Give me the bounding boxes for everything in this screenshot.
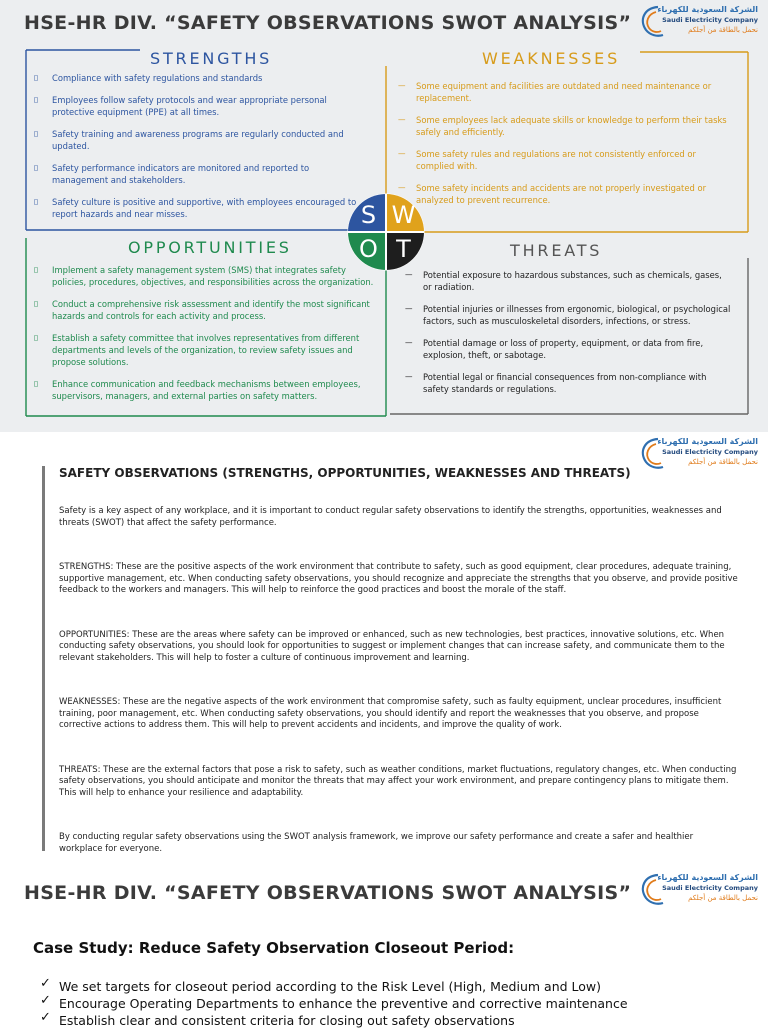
logo-tagline: نحمل بالطاقة من أجلكم [688,894,758,902]
case-study-title: Case Study: Reduce Safety Observation Closeout Period: [33,939,515,957]
list-item: ✓ Establish clear and consistent criteria for closing out safety observations [40,1010,515,1028]
strengths-heading: STRENGTHS [150,49,273,68]
dash-icon: — [398,149,406,158]
list-item: — Some safety incidents and accidents are not properly investigated or analyzed to prevent recurrence. [398,183,707,205]
logo-english-name: Saudi Electricity Company [662,16,758,24]
list-item: ▯ Establish a safety committee that involves representatives from different departments and levels of the organization, to review safety issues and propose solutions. [34,333,360,367]
slide-title: HSE-HR DIV. “SAFETY OBSERVATIONS SWOT ANALYSIS” [24,882,632,904]
paragraph: OPPORTUNITIES: These are the areas where safety can be improved or enhanced, such as new technologies, best practices, innovative solutions, etc. When conducting safety observations, you should look for opportunities to suggest or implement changes that can increase safety, and communicate them to the relevant stakeholders. This will help to foster a culture of continuous improvement and learning. [59,629,725,663]
list-item: — Potential injuries or illnesses from ergonomic, biological, or psychological factors, such as musculoskeletal disorders, infections, or stress. [405,304,731,326]
dash-icon: — [405,304,413,313]
bullet-icon: ▯ [34,379,39,388]
dash-icon: — [398,115,406,124]
safety-observations-slide [0,432,768,864]
paragraph: THREATS: These are the external factors that pose a risk to safety, such as weather conditions, market fluctuations, regulatory changes, etc. When conducting safety observations, you should anticipate and monitor the threats that may affect your work environment, and prepare contingency plans to mitigate them. This will help to enhance your resilience and adaptability. [59,764,737,798]
bullet-icon: ▯ [34,265,39,274]
bullet-icon: ▯ [34,197,39,206]
bullet-icon: ▯ [34,129,39,138]
logo-arabic-name: الشركة السعودية للكهرباء [657,437,758,446]
list-item: ✓ We set targets for closeout period according to the Risk Level (High, Medium and Low) [40,976,602,994]
section-title: SAFETY OBSERVATIONS (STRENGTHS, OPPORTUNITIES, WEAKNESSES AND THREATS) [59,466,631,480]
list-item: — Some employees lack adequate skills or knowledge to perform their tasks safely and efficiently. [398,115,727,137]
accent-bar [42,466,45,851]
threats-list [405,269,733,405]
checkmark-icon: ✓ [40,1010,51,1025]
list-item: ▯ Safety training and awareness programs are regularly conducted and updated. [34,129,344,151]
swot-letter-s: S [360,201,377,229]
list-item: — Potential legal or financial consequences from non-compliance with safety standards or regulations. [405,372,707,394]
swot-letter-w: W [391,201,416,229]
dash-icon: — [405,270,413,279]
paragraph: STRENGTHS: These are the positive aspects of the work environment that contribute to safety, such as good equipment, clear procedures, adequate training, supportive management, etc. When conducting safety observations, you should recognize and appreciate the strengths that you observe, and provide positive feedback to the workers and managers. This will help to reinforce the good practices and boost the morale of the staff. [59,562,738,595]
paragraph: Safety is a key aspect of any workplace, and it is important to conduct regular safety observations to identify the strengths, opportunities, weaknesses and threats (SWOT) that affect the safety performance. [59,506,722,528]
opportunities-heading: OPPORTUNITIES [128,238,292,257]
paragraph: WEAKNESSES: These are the negative aspects of the work environment that compromise safety, such as faulty equipment, unclear procedures, insufficient training, poor management, etc. When conducting safety observations, you should identify and report the weaknesses that you observe, and propose corrective actions to address them. This will help to prevent accidents and incidents, and improve the quality of work. [59,697,722,730]
dash-icon: — [398,81,406,90]
dash-icon: — [405,338,413,347]
list-item: ✓ Encourage Operating Departments to enhance the preventive and corrective maintenance [40,993,628,1011]
logo-arabic-name: الشركة السعودية للكهرباء [657,873,758,882]
swot-letter-o: O [359,235,378,263]
dash-icon: — [398,183,406,192]
logo-arabic-name: الشركة السعودية للكهرباء [657,5,758,14]
bullet-icon: ▯ [34,163,39,172]
bullet-icon: ▯ [34,333,39,342]
swot-circle [347,193,425,271]
list-item: ▯ Safety performance indicators are monitored and reported to management and stakeholders. [34,163,310,185]
logo-tagline: نحمل بالطاقة من أجلكم [688,26,758,34]
bullet-icon: ▯ [34,95,39,104]
sec-logo [636,436,758,476]
dash-icon: — [405,372,413,381]
logo-tagline: نحمل بالطاقة من أجلكم [688,458,758,466]
sec-logo [636,872,758,912]
weaknesses-list [398,80,733,216]
checkmark-icon: ✓ [40,976,51,991]
list-item: ▯ Safety culture is positive and supportive, with employees encouraged to report hazards and near misses. [34,197,357,219]
weaknesses-heading: WEAKNESSES [482,49,621,68]
list-item: — Some equipment and facilities are outdated and need maintenance or replacement. [398,81,712,103]
body-text [59,506,739,888]
checkmark-icon: ✓ [40,993,51,1008]
case-study-checklist [40,978,740,1029]
case-study-slide [0,864,768,1028]
list-item: ▯ Enhance communication and feedback mechanisms between employees, supervisors, managers, and external parties on safety matters. [34,379,361,401]
list-item: ▯ Conduct a comprehensive risk assessment and identify the most significant hazards and controls for each activity and process. [34,299,370,321]
paragraph: By conducting regular safety observations using the SWOT analysis framework, we improve our safety performance and create a safer and healthier workplace for everyone. [59,832,694,854]
list-item: — Potential damage or loss of property, equipment, or data from fire, explosion, theft, or sabotage. [405,338,704,360]
list-item: ▯ Compliance with safety regulations and standards [34,73,263,83]
list-item: ▯ Employees follow safety protocols and wear appropriate personal protective equipment (PPE) at all times. [34,95,327,117]
logo-english-name: Saudi Electricity Company [662,884,758,892]
slide-title: HSE-HR DIV. “SAFETY OBSERVATIONS SWOT ANALYSIS” [24,12,632,34]
list-item: ▯ Implement a safety management system (SMS) that integrates safety policies, procedures, objectives, and responsibilities across the organization. [34,265,374,287]
logo-english-name: Saudi Electricity Company [662,448,758,456]
strengths-list [34,72,364,230]
swot-slide [0,0,768,432]
swot-letter-t: T [396,235,411,263]
list-item: — Some safety rules and regulations are not consistently enforced or complied with. [398,149,696,171]
bullet-icon: ▯ [34,73,39,82]
threats-heading: THREATS [510,241,603,260]
list-item: — Potential exposure to hazardous substances, such as chemicals, gases, or radiation. [405,270,722,292]
bullet-icon: ▯ [34,299,39,308]
opportunities-list [34,264,379,412]
